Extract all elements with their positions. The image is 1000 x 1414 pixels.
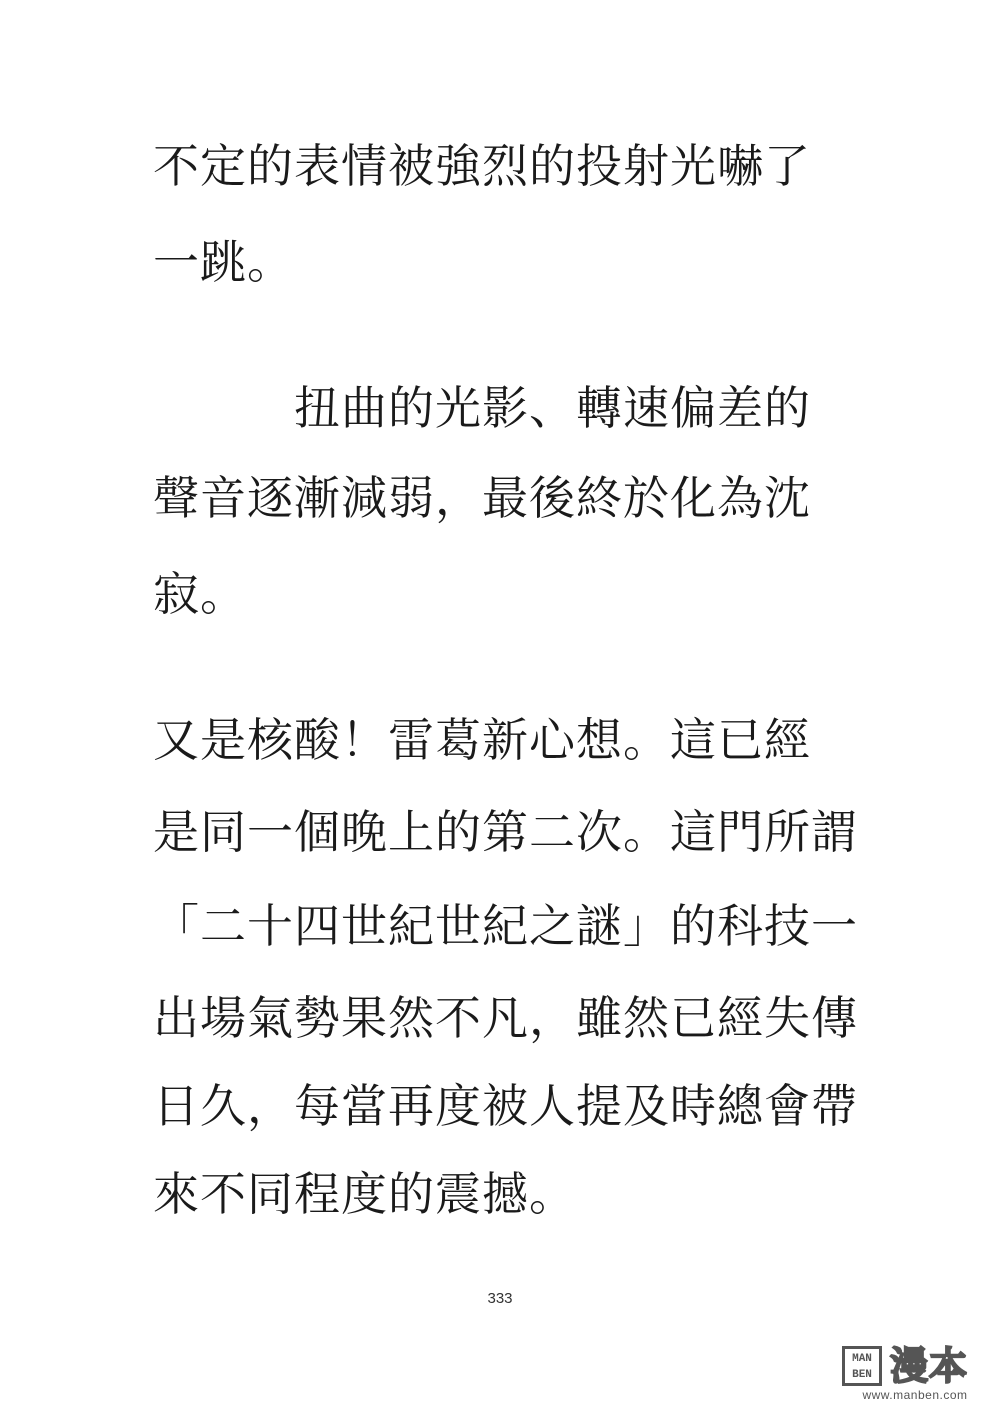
page-number: 333 bbox=[487, 1290, 513, 1307]
watermark-name: 漫本 bbox=[890, 1344, 969, 1388]
watermark-box-mark: MAN BEN bbox=[842, 1346, 882, 1386]
text-line: 又是核酸！雷葛新心想。這已經 bbox=[153, 713, 811, 767]
text-line: 聲音逐漸減弱，最後終於化為沈 bbox=[153, 471, 811, 525]
text-line: 一跳。 bbox=[153, 235, 294, 289]
text-line: 「二十四世紀世紀之謎」的科技一 bbox=[153, 899, 858, 953]
text-line: 出場氣勢果然不凡，雖然已經失傳 bbox=[153, 991, 858, 1045]
text-line: 扭曲的光影、轉速偏差的 bbox=[153, 381, 811, 435]
text-line: 不定的表情被強烈的投射光嚇了 bbox=[153, 139, 811, 193]
watermark-url: www.manben.com bbox=[862, 1388, 968, 1402]
manben-watermark-logo bbox=[840, 1344, 990, 1402]
text-line: 寂。 bbox=[153, 567, 247, 621]
text-line: 來不同程度的震撼。 bbox=[153, 1167, 576, 1221]
text-line: 是同一個晚上的第二次。這門所謂 bbox=[153, 805, 858, 859]
text-line: 日久，每當再度被人提及時總會帶 bbox=[153, 1079, 858, 1133]
